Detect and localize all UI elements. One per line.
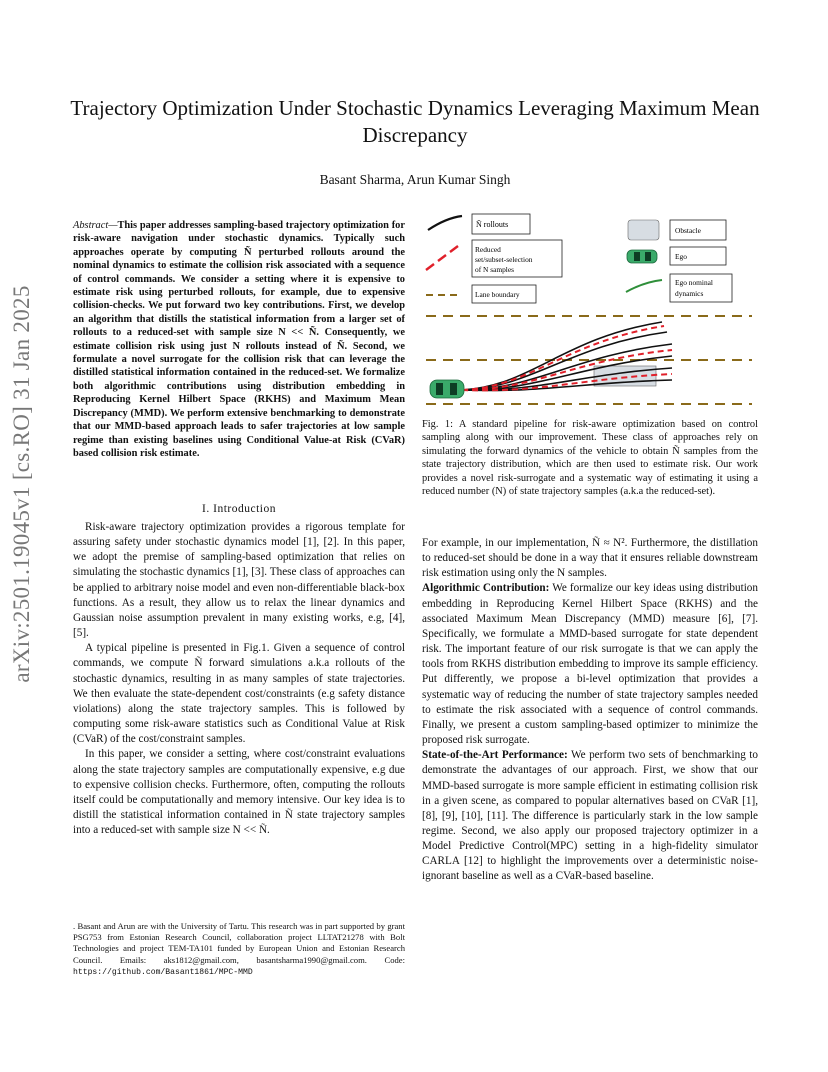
footnote bbox=[73, 921, 405, 978]
section-heading-introduction: I. Introduction bbox=[202, 503, 276, 515]
legend-lane-label: Lane boundary bbox=[475, 290, 520, 299]
sota-performance-heading: State-of-the-Art Performance: bbox=[422, 749, 568, 762]
abstract bbox=[73, 219, 405, 460]
arxiv-sidebar-stamp: arXiv:2501.19045v1 [cs.RO] 31 Jan 2025 bbox=[9, 285, 34, 683]
ego-nominal-legend-line bbox=[626, 280, 662, 292]
ego-car-in-scene bbox=[430, 380, 464, 398]
algorithmic-contribution-heading: Algorithmic Contribution: bbox=[422, 582, 550, 595]
right-paragraph-1: For example, in our implementation, Ñ ≈ N². Furthermore, the distillation to reduced-set should be done in a way that it ensures reliable downstream risk estimation using only the N samples. bbox=[422, 537, 758, 580]
legend-ego-nominal-1: Ego nominal bbox=[675, 278, 713, 287]
legend-reduced-3: of N samples bbox=[475, 265, 514, 274]
abstract-body: This paper addresses sampling-based trajectory optimization for risk-aware navigation under stochastic dynamics. Typically such approaches operate by computing Ñ perturbed rollouts around the nominal dynamics to estimate the collision risk associated with a sequence of control commands. We consider a setting where it is expensive to estimate risk using perturbed rollouts, for example, due to expensive collision-checks. We put forward two key contributions. First, we develop an algorithm that distills the statistical information from a larger set of rollouts to a reduced-set with sample size N << Ñ. Consequently, we estimate collision risk using just N rollouts instead of Ñ. Second, we formulate a novel surrogate for the collision risk that can leverage the distilled statistical information contained in the reduced-set. We formalize both algorithmic contributions using distribution embedding in Reproducing Kernel Hilbert Space (RKHS) and Maximum Mean Discrepancy (MMD). We perform extensive benchmarking to demonstrate that our MMD-based approach leads to safer trajectories at low sample regime than existing baselines using Conditional Value-at Risk (CVaR) based collision risk estimate. bbox=[73, 220, 405, 459]
footnote-text: . Basant and Arun are with the University of Tartu. This research was in part supported by grant PSG753 from Estonian Research Council, collaboration project LLTAT21278 with Bolt Technologies and project TEM-TA101 funded by European Union and Estonian Research Council. Emails: aks1812@gmail.com, basantsharma1990@gmail.com. Code: bbox=[73, 921, 405, 965]
rollout-legend-line bbox=[428, 216, 462, 230]
ego-car-legend-icon bbox=[627, 250, 657, 263]
figure-1-caption: Fig. 1: A standard pipeline for risk-aware optimization based on control sampling along with our improvement. These class of approaches rely on simulating the forward dynamics of the vehicle to obtain Ñ samples from the state trajectory distribution, which are then used to estimate risk. Our work provides a novel risk-surrogate and a systematic way of estimating it using a reduced number (N) of state trajectory samples (a.k.a the reduced-set). bbox=[422, 419, 758, 498]
code-link[interactable]: https://github.com/Basant1861/MPC-MMD bbox=[73, 967, 253, 977]
sota-performance-text: We perform two sets of benchmarking to demonstrate the advantages of our approach. First, we show that our MMD-based surrogate is more sample efficient in estimating collision risk in a given scene, as compared to popular alternatives based on CVaR [1], [8], [9], [10], [11]. The difference is particularly stark in the low sample regime. Second, we also apply our proposed trajectory optimizer in a Model Predictive Control(MPC) setting in a high-fidelity simulator CARLA [12] to highlight the improvements over a deterministic noise-ignorant baseline as well as a CVaR-based baseline. bbox=[422, 749, 758, 883]
legend-ego-nominal-2: dynamics bbox=[675, 289, 704, 298]
figure-1-pipeline-diagram bbox=[422, 210, 758, 410]
intro-paragraph: A typical pipeline is presented in Fig.1. Given a sequence of control commands, we compute Ñ forward simulations a.k.a rollouts of the stochastic dynamics, resulting in as many samples of state trajectories. We then evaluate the state-dependent cost/constraints (e.g safety distance violations) along the state trajectory samples. This is followed by computing some risk-aware statistics such as Conditional Value at Risk (CVaR) of the cost/constraint samples. bbox=[73, 642, 405, 746]
reduced-set-legend-line bbox=[426, 246, 458, 270]
right-column-body bbox=[422, 536, 758, 885]
legend-obstacle-label: Obstacle bbox=[675, 226, 701, 235]
paper-authors: Basant Sharma, Arun Kumar Singh bbox=[319, 172, 511, 187]
abstract-lead: Abstract— bbox=[73, 220, 118, 231]
legend-ego-label: Ego bbox=[675, 252, 687, 261]
algorithmic-contribution-text: We formalize our key ideas using distribution embedding in Reproducing Kernel Hilbert Space (RKHS) and the associated Maximum Mean Discrepancy (MMD) measure [6], [7]. Specifically, we formulate a MMD-based surrogate for state dependent risk. The important feature of our risk surrogate is that we can apply the tools from RKHS distribution embedding to improve its sample efficiency. Put differently, we propose a bi-level optimization that provides a systematic way of reducing the number of state trajectory samples needed to estimate the risk associated with a sequence of control commands. Finally, we present a custom sampling-based optimizer to minimize the proposed risk surrogate. bbox=[422, 582, 758, 747]
intro-paragraph: Risk-aware trajectory optimization provides a rigorous template for assuring safety under stochastic dynamics model [1], [2]. In this paper, we adopt the premise of sampling-based optimization that relies on simulating the stochastic dynamics [1], [3]. These class of approaches can be applied to arbitrary noise model and even non-differentiable black-box functions. As a result, they allow us to relax the linear dynamics and Gaussian noise assumption prevalent in many existing works, e.g, [4], [5]. bbox=[73, 521, 405, 640]
obstacle-legend-icon bbox=[628, 220, 659, 240]
introduction-body bbox=[73, 520, 405, 838]
intro-paragraph: In this paper, we consider a setting, where cost/constraint evaluations along the state trajectory samples are computationally expensive, e.g due to expensive collision checks. Furthermore, often, computing the rollouts itself could be computationally and memory intensive. Our key idea is to distill the statistical information contained in Ñ state trajectory samples into a reduced-set with sample size N << Ñ. bbox=[73, 748, 405, 837]
legend-reduced-1: Reduced bbox=[475, 245, 501, 254]
legend-rollouts-label: Ñ rollouts bbox=[476, 220, 509, 229]
legend-reduced-2: set/subset-selection bbox=[475, 255, 533, 264]
paper-title: Trajectory Optimization Under Stochastic Dynamics Leveraging Maximum Mean Discrepancy bbox=[70, 96, 760, 147]
right-paragraph-2 bbox=[422, 581, 758, 748]
right-paragraph-3 bbox=[422, 748, 758, 884]
